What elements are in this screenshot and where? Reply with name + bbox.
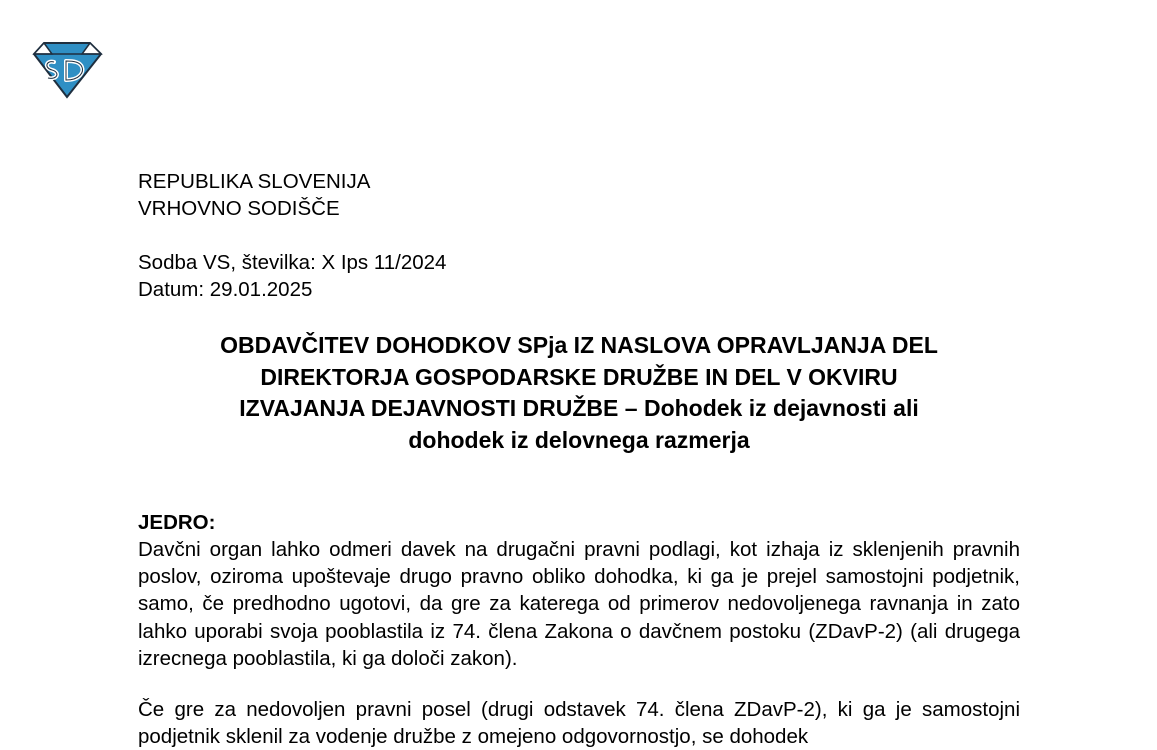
document-title — [138, 330, 1020, 456]
jedro-paragraph-1: Davčni organ lahko odmeri davek na drugačni pravni podlagi, kot izhaja iz sklenjenih pravnih poslov, oziroma upoštevaje drugo pravno obliko dohodka, ki ga je prejel samostojni podjetnik, samo, če predhodno ugotovi, da gre za katerega od primerov nedovoljenega ravnanja in zato lahko uporabi svoja pooblastila iz 74. člena Zakona o davčnem postoku (ZDavP-2) (ali drugega izrecnega pooblastila, ki ga določi zakon). — [138, 538, 1020, 670]
title-line-2: DIREKTORJA GOSPODARSKE DRUŽBE IN DEL V OKVIRU — [260, 363, 898, 390]
title-line-1: OBDAVČITEV DOHODKOV SPja IZ NASLOVA OPRAVLJANJA DEL — [220, 332, 938, 358]
court-header — [138, 168, 370, 222]
jedro-paragraph-2: Če gre za nedovoljen pravni posel (drugi odstavek 74. člena ZDavP-2), ki ga je samostojni podjetnik sklenil za vodenje družbe z omejeno odgovornostjo, se dohodek — [138, 698, 1020, 749]
sd-diamond-logo-icon — [30, 40, 104, 100]
jedro-heading: JEDRO: — [138, 511, 216, 534]
republic-name: REPUBLIKA SLOVENIJA — [138, 170, 371, 193]
court-name: VRHOVNO SODIŠČE — [138, 197, 340, 220]
case-date: Datum: 29.01.2025 — [138, 278, 313, 301]
case-info — [138, 249, 446, 303]
title-line-4: dohodek iz delovnega razmerja — [408, 426, 750, 453]
title-line-3: IZVAJANJA DEJAVNOSTI DRUŽBE – Dohodek iz dejavnosti ali — [239, 395, 919, 421]
logo-graphic — [30, 40, 104, 100]
case-number: Sodba VS, številka: X Ips 11/2024 — [138, 251, 447, 274]
